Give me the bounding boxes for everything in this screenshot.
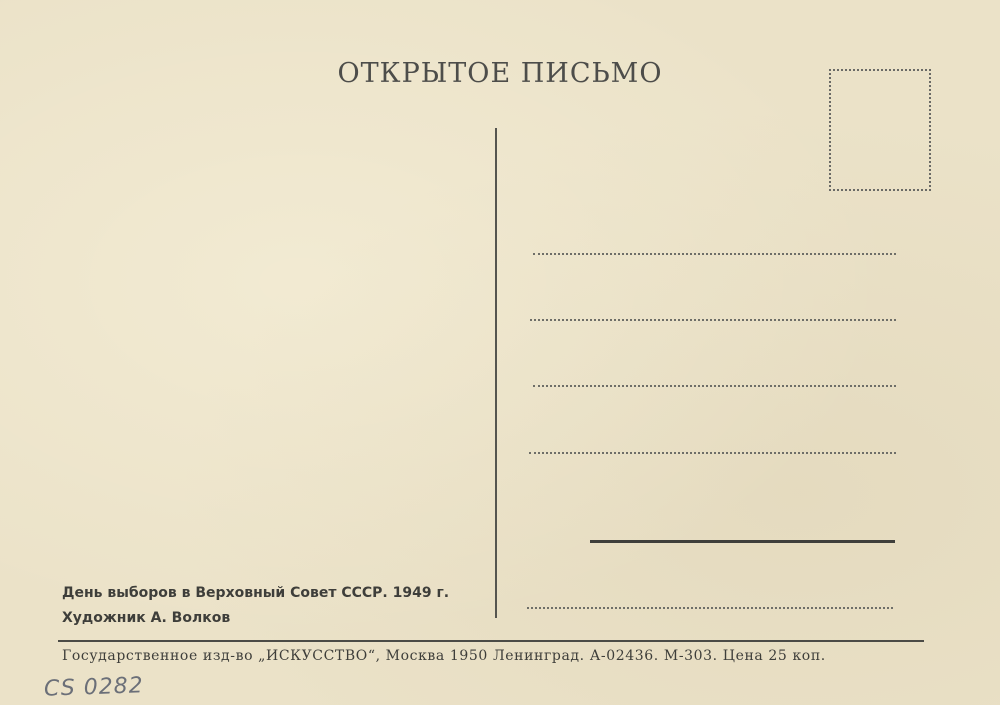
stamp-placeholder-box [829, 69, 931, 191]
artwork-caption-artist: Художник А. Волков [62, 610, 231, 626]
postcard-heading: ОТКРЫТОЕ ПИСЬМО [337, 58, 663, 89]
address-solid-line [590, 540, 895, 543]
address-line-1 [533, 253, 896, 255]
publisher-imprint: Государственное изд-во „ИСКУССТВО“, Москва 1950 Ленинград. А-02436. М-303. Цена 25 коп. [62, 648, 826, 664]
address-line-5 [527, 607, 893, 609]
address-line-3 [533, 385, 896, 387]
handwritten-inventory-number: CS 0282 [43, 673, 145, 702]
center-divider-line [495, 128, 497, 618]
address-line-4 [529, 452, 896, 454]
artwork-caption-title: День выборов в Верховный Совет СССР. 1949 г. [62, 585, 450, 601]
footer-rule [58, 640, 924, 642]
address-line-2 [530, 319, 896, 321]
